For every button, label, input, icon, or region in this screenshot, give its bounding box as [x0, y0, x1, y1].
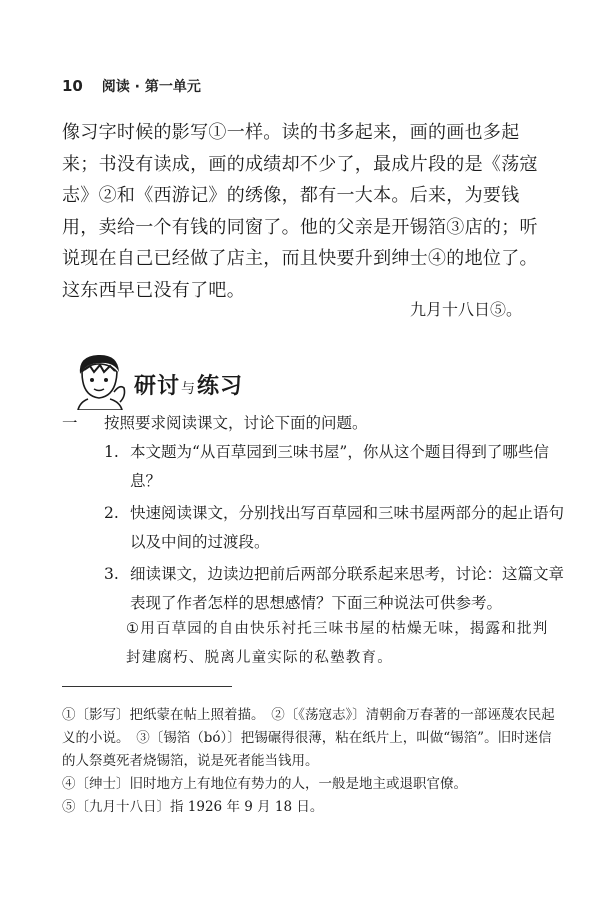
page-header	[62, 76, 201, 96]
footnotes	[62, 704, 562, 819]
section-title-part1: 研讨	[134, 374, 181, 399]
list-item-text: 快速阅读课文，分别找出写百草园和三味书屋两部分的起止语句以及中间的过渡段。	[130, 504, 565, 551]
cartoon-boy-thinking-icon	[70, 350, 128, 410]
list-item-text: 本文题为“从百草园到三味书屋”，你从这个题目得到了哪些信息？	[130, 443, 549, 490]
list-item-text: 细读课文，边读边把前后两部分联系起来思考，讨论：这篇文章表现了作者怎样的思想感情？下面三种说法可供参考。	[130, 565, 565, 612]
list-item	[104, 560, 574, 618]
list-item	[104, 438, 574, 496]
sub-item	[126, 615, 564, 673]
exercise-prompt-text: 按照要求阅读课文，讨论下面的问题。	[104, 414, 368, 432]
exercise-list	[104, 438, 574, 621]
exercise-number: 一	[62, 414, 78, 432]
section-title	[134, 369, 243, 400]
section-title-part2: 练习	[197, 374, 244, 399]
page-header-title: 阅读 · 第一单元	[101, 79, 201, 95]
body-paragraph: 像习字时候的影写①一样。读的书多起来，画的画也多起来；书没有读成，画的成绩却不少了，最成片段的是《荡寇志》②和《西游记》的绣像，都有一大本。后来，为要钱用，卖给一个有钱的同窗了。他的父亲是开锡箔③店的；听说现在自己已经做了店主，而且快要升到绅士④的地位了。这东西早已没有了吧。	[62, 122, 538, 301]
sub-item-number: ①	[126, 621, 141, 637]
section-title-connector: 与	[181, 381, 197, 397]
footnote-line: ⑤〔九月十八日〕指 1926 年 9 月 18 日。	[62, 799, 324, 815]
sub-item-text: 用百草园的自由快乐衬托三味书屋的枯燥无味，揭露和批判封建腐朽、脱离儿童实际的私塾教育。	[126, 621, 549, 666]
page-number: 10	[62, 77, 83, 95]
footnote-line: ④〔绅士〕旧时地方上有地位有势力的人，一般是地主或退职官僚。	[62, 776, 467, 792]
exercise-prompt	[62, 411, 562, 433]
list-item-number: 1.	[104, 443, 119, 461]
date-line: 九月十八日⑤。	[409, 300, 522, 319]
footnote-divider	[62, 686, 232, 687]
section-heading	[70, 350, 243, 410]
list-item	[104, 499, 574, 557]
footnote-line: ①〔影写〕把纸蒙在帖上照着描。 ②〔《荡寇志》〕清朝俞万春著的一部诬蔑农民起义的小说。 ③〔锡箔（bó）〕把锡碾得很薄，粘在纸片上，叫做“锡箔”。旧时迷信的人祭奠死者烧锡箔，说是死者能当钱用。	[62, 707, 555, 769]
list-item-number: 3.	[104, 565, 119, 583]
list-item-number: 2.	[104, 504, 119, 522]
